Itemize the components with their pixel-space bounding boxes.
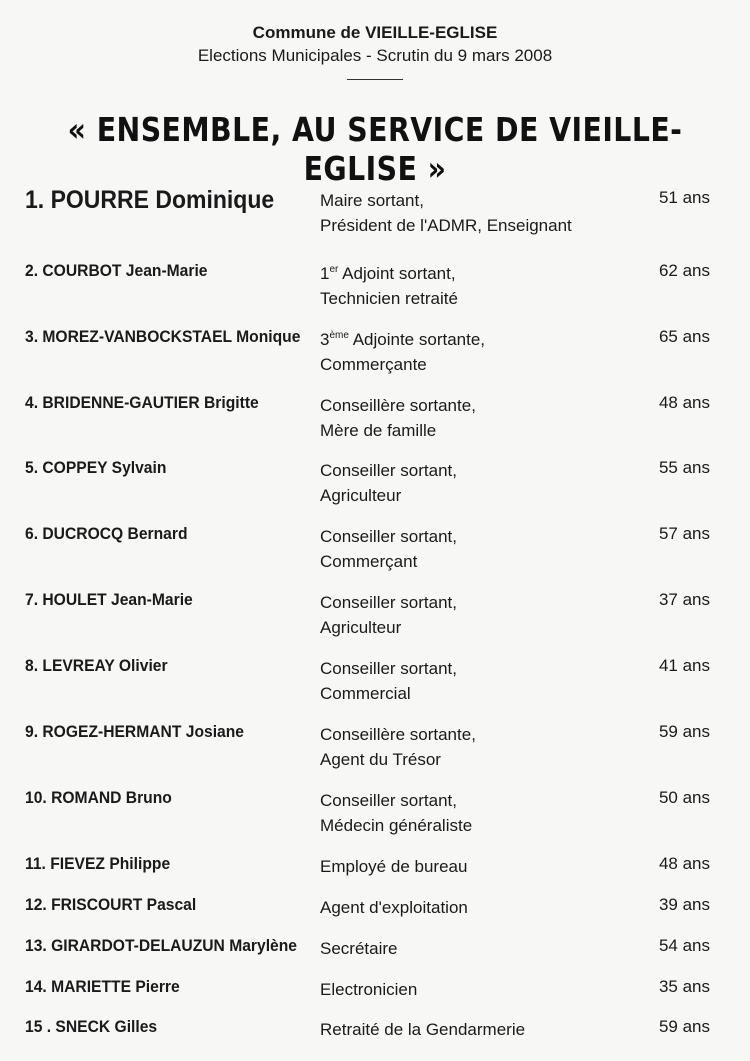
candidate-name: 13. GIRARDOT-DELAUZUN Marylène	[25, 936, 298, 955]
candidate-age: 48 ans	[658, 393, 710, 412]
description-line: Commercial	[320, 684, 411, 703]
description-line: Mère de famille	[320, 421, 437, 440]
description-line: Employé de bureau	[320, 857, 468, 876]
candidate-name: 2. COURBOT Jean-Marie	[25, 261, 208, 280]
description-line	[320, 261, 458, 286]
candidate-age: 35 ans	[658, 977, 710, 996]
description-line: Conseiller sortant,	[320, 659, 458, 678]
candidate-name: 14. MARIETTE Pierre	[25, 977, 180, 996]
description-line: Conseiller sortant,	[320, 461, 458, 480]
slogan-title: « ENSEMBLE, AU SERVICE DE VIEILLE-EGLISE »	[67, 110, 683, 188]
candidate-description	[320, 188, 572, 238]
candidate-age: 54 ans	[658, 936, 710, 955]
ordinal-number: 1	[320, 264, 330, 283]
description-line	[320, 327, 485, 352]
election-subtitle: Elections Municipales - Scrutin du 9 mars 2008	[197, 46, 553, 65]
candidate-age: 51 ans	[658, 188, 710, 207]
candidate-name: 3. MOREZ-VANBOCKSTAEL Monique	[25, 327, 301, 346]
description-line: Maire sortant,	[320, 191, 424, 210]
candidate-description	[320, 524, 457, 574]
candidate-name: 7. HOULET Jean-Marie	[25, 590, 193, 609]
ordinal-suffix: er	[329, 264, 339, 275]
description-line: Conseiller sortant,	[320, 527, 458, 546]
candidate-description	[320, 1017, 525, 1042]
description-line: Conseillère sortante,	[320, 725, 476, 744]
description-line: Conseiller sortant,	[320, 791, 458, 810]
description-line: Agriculteur	[320, 618, 402, 637]
candidate-description	[320, 458, 457, 508]
candidate-age: 41 ans	[658, 656, 710, 675]
candidate-age: 62 ans	[658, 261, 710, 280]
candidate-name: 12. FRISCOURT Pascal	[25, 895, 197, 914]
document-header	[0, 22, 750, 80]
description-text: Adjoint sortant,	[338, 264, 456, 283]
ordinal-number: 3	[320, 330, 330, 349]
description-line: Technicien retraité	[320, 289, 458, 308]
candidate-name: 10. ROMAND Bruno	[25, 788, 172, 807]
candidate-age: 48 ans	[658, 854, 710, 873]
candidate-description	[320, 895, 468, 920]
candidate-description	[320, 261, 458, 311]
candidate-name: 15 . SNECK Gilles	[25, 1017, 158, 1036]
candidate-name: 8. LEVREAY Olivier	[25, 656, 168, 675]
description-line: Agent du Trésor	[320, 750, 441, 769]
description-line: Conseillère sortante,	[320, 396, 476, 415]
candidate-description	[320, 977, 417, 1002]
description-line: Electronicien	[320, 980, 418, 999]
description-text: Adjointe sortante,	[348, 330, 486, 349]
candidate-description	[320, 854, 467, 879]
candidate-age: 59 ans	[658, 1017, 710, 1036]
candidate-name: 1. POURRE Dominique	[25, 186, 275, 214]
description-line: Conseiller sortant,	[320, 593, 458, 612]
description-line: Président de l'ADMR, Enseignant	[320, 216, 572, 235]
candidate-age: 39 ans	[658, 895, 710, 914]
commune-title: Commune de VIEILLE-EGLISE	[252, 23, 498, 42]
description-line: Commerçant	[320, 552, 418, 571]
header-divider	[347, 79, 403, 80]
candidate-name: 6. DUCROCQ Bernard	[25, 524, 188, 543]
candidate-age: 57 ans	[658, 524, 710, 543]
candidate-description	[320, 788, 472, 838]
candidate-age: 37 ans	[658, 590, 710, 609]
candidate-name: 11. FIEVEZ Philippe	[25, 854, 171, 873]
candidate-name: 5. COPPEY Sylvain	[25, 458, 167, 477]
description-line: Retraité de la Gendarmerie	[320, 1020, 526, 1039]
description-line: Commerçante	[320, 355, 427, 374]
candidate-description	[320, 327, 485, 377]
candidate-description	[320, 936, 397, 961]
candidate-name: 4. BRIDENNE-GAUTIER Brigitte	[25, 393, 259, 412]
candidate-description	[320, 722, 476, 772]
description-line: Secrétaire	[320, 939, 398, 958]
description-line: Agent d'exploitation	[320, 898, 468, 917]
candidate-age: 50 ans	[658, 788, 710, 807]
candidate-age: 65 ans	[658, 327, 710, 346]
candidate-description	[320, 656, 457, 706]
description-line: Médecin généraliste	[320, 816, 473, 835]
description-line: Agriculteur	[320, 486, 402, 505]
candidate-description	[320, 393, 476, 443]
candidate-name: 9. ROGEZ-HERMANT Josiane	[25, 722, 245, 741]
ordinal-suffix: ème	[329, 330, 349, 341]
candidate-description	[320, 590, 457, 640]
candidate-age: 55 ans	[658, 458, 710, 477]
candidate-age: 59 ans	[658, 722, 710, 741]
